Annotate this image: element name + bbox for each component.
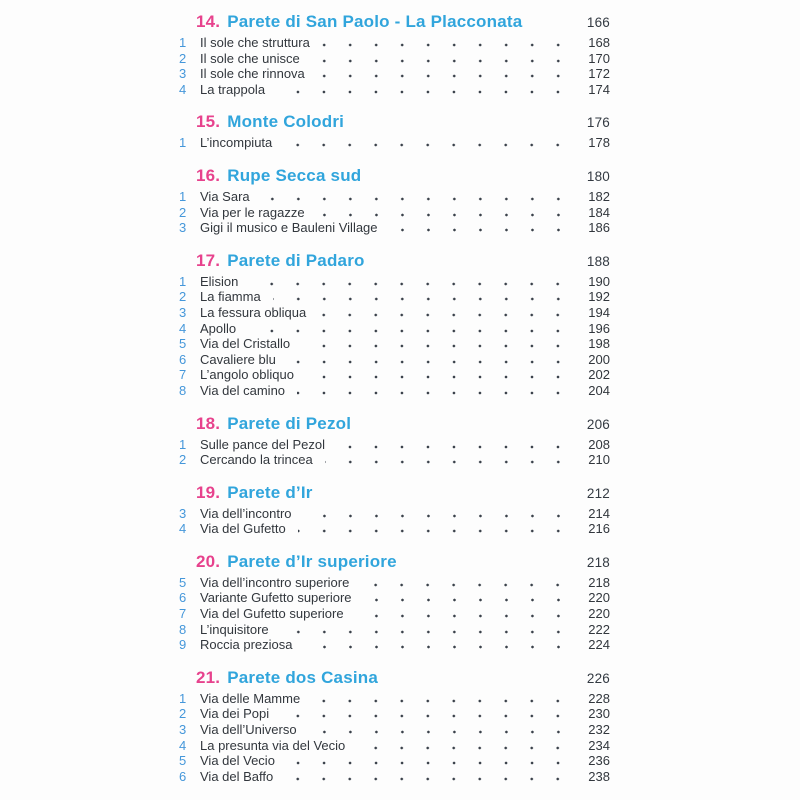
dot-leader — [361, 583, 571, 587]
item-page-number: 204 — [588, 382, 610, 398]
section-page-number: 218 — [586, 554, 610, 570]
item-number: 3 — [179, 505, 187, 521]
dot-leader — [285, 777, 571, 781]
item-number: 2 — [179, 452, 187, 468]
item-title: Cercando la trincea — [200, 452, 313, 468]
toc-section — [172, 550, 610, 653]
item-page-number: 200 — [588, 351, 610, 367]
item-title: Via dell’incontro — [200, 505, 292, 521]
section-number: 18. — [196, 413, 221, 433]
item-page-number: 220 — [588, 606, 610, 622]
item-page-number: 222 — [588, 621, 610, 637]
item-title: Il sole che rinnova — [200, 66, 305, 82]
item-title: Via del Baffo — [200, 768, 274, 784]
toc-section — [172, 412, 610, 468]
toc-section — [172, 110, 610, 151]
section-items — [172, 437, 610, 468]
item-page-number: 220 — [588, 590, 610, 606]
item-number: 3 — [179, 66, 187, 82]
toc-item-row — [172, 722, 610, 738]
section-items — [172, 506, 610, 537]
dot-leader — [287, 761, 571, 765]
item-title: Via del Gufetto — [200, 521, 286, 537]
item-title: L’angolo obliquo — [200, 367, 294, 383]
toc-item-row — [172, 622, 610, 638]
toc-item-row — [172, 66, 610, 82]
item-title: Via dei Popi — [200, 706, 270, 722]
item-page-number: 190 — [588, 273, 610, 289]
item-page-number: 196 — [588, 320, 610, 336]
item-page-number: 210 — [588, 452, 610, 468]
section-title: Monte Colodri — [227, 112, 345, 132]
item-number: 1 — [179, 690, 187, 706]
section-title: Parete di Padaro — [227, 250, 365, 270]
item-page-number: 230 — [588, 706, 610, 722]
dot-leader — [317, 74, 571, 78]
toc-item-row — [172, 606, 610, 622]
item-title: Via del Vecio — [200, 753, 275, 769]
item-number: 8 — [179, 382, 187, 398]
item-number: 2 — [179, 204, 187, 220]
toc-section — [172, 164, 610, 236]
section-items — [172, 575, 610, 653]
item-title: Via del camino — [200, 382, 286, 398]
toc-section — [172, 666, 610, 785]
toc-item-row — [172, 590, 610, 606]
section-title: Parete d’Ir — [227, 482, 313, 502]
toc-item-row — [172, 437, 610, 453]
toc-item-row — [172, 352, 610, 368]
section-number: 17. — [196, 250, 221, 270]
item-title: La fessura obliqua — [200, 304, 307, 320]
item-page-number: 186 — [588, 220, 610, 236]
section-title: Parete dos Casina — [227, 667, 379, 687]
item-page-number: 234 — [588, 737, 610, 753]
item-page-number: 218 — [588, 574, 610, 590]
item-page-number: 228 — [588, 690, 610, 706]
item-number: 3 — [179, 722, 187, 738]
item-title: Roccia preziosa — [200, 637, 293, 653]
dot-leader — [284, 143, 571, 147]
item-title: Via Sara — [200, 188, 250, 204]
section-number: 16. — [196, 165, 221, 185]
dot-leader — [281, 714, 571, 718]
item-number: 5 — [179, 336, 187, 352]
item-title: Il sole che unisce — [200, 50, 300, 66]
section-number: 15. — [196, 112, 221, 132]
toc-item-row — [172, 706, 610, 722]
dot-leader — [322, 43, 571, 47]
item-title: Apollo — [200, 320, 237, 336]
toc-item-row — [172, 506, 610, 522]
section-items — [172, 691, 610, 785]
section-title: Parete d’Ir superiore — [227, 551, 397, 571]
item-page-number: 182 — [588, 188, 610, 204]
section-number: 19. — [196, 482, 221, 502]
item-number: 2 — [179, 289, 187, 305]
toc-item-row — [172, 521, 610, 537]
item-number: 8 — [179, 621, 187, 637]
item-number: 4 — [179, 81, 187, 97]
toc-item-row — [172, 82, 610, 98]
item-title: Via del Cristallo — [200, 336, 291, 352]
dot-leader — [302, 344, 571, 348]
section-title: Parete di Pezol — [227, 413, 352, 433]
section-header-row — [172, 10, 610, 33]
item-page-number: 192 — [588, 289, 610, 305]
item-number: 2 — [179, 50, 187, 66]
dot-leader — [312, 699, 571, 703]
section-number: 21. — [196, 667, 221, 687]
item-title: L’inquisitore — [200, 621, 269, 637]
item-page-number: 214 — [588, 505, 610, 521]
dot-leader — [288, 360, 571, 364]
item-title: Sulle pance del Pezol — [200, 436, 326, 452]
section-header-row — [172, 110, 610, 133]
dot-leader — [305, 645, 572, 649]
item-page-number: 178 — [588, 135, 610, 151]
dot-leader — [318, 313, 571, 317]
dot-leader — [248, 329, 571, 333]
toc-item-row — [172, 135, 610, 151]
item-page-number: 238 — [588, 768, 610, 784]
item-number: 4 — [179, 737, 187, 753]
section-page-number: 166 — [586, 15, 610, 30]
item-page-number: 224 — [588, 637, 610, 653]
item-title: Via delle Mamme — [200, 690, 301, 706]
item-title: Via per le ragazze — [200, 204, 305, 220]
section-items — [172, 189, 610, 236]
dot-leader — [337, 445, 571, 449]
section-page-number: 206 — [586, 416, 610, 432]
item-title: Via dell’Universo — [200, 722, 297, 738]
section-header-row — [172, 481, 610, 504]
dot-leader — [390, 228, 571, 232]
section-header-row — [172, 164, 610, 187]
item-page-number: 168 — [588, 35, 610, 50]
item-number: 5 — [179, 753, 187, 769]
item-number: 7 — [179, 606, 187, 622]
item-number: 1 — [179, 188, 187, 204]
section-page-number: 212 — [586, 485, 610, 501]
toc-section — [172, 481, 610, 537]
item-number: 1 — [179, 135, 187, 151]
section-number: 20. — [196, 551, 221, 571]
item-page-number: 216 — [588, 521, 610, 537]
item-title: Elision — [200, 273, 239, 289]
section-items — [172, 274, 610, 399]
toc-item-row — [172, 220, 610, 236]
dot-leader — [262, 197, 571, 201]
toc-item-row — [172, 383, 610, 399]
item-number: 9 — [179, 637, 187, 653]
toc-section — [172, 10, 610, 97]
toc-item-row — [172, 189, 610, 205]
dot-leader — [304, 514, 571, 518]
dot-leader — [298, 529, 571, 533]
section-page-number: 180 — [586, 168, 610, 184]
section-page-number: 188 — [586, 253, 610, 269]
section-title: Rupe Secca sud — [227, 165, 362, 185]
toc-item-row — [172, 575, 610, 591]
item-title: La fiamma — [200, 289, 261, 305]
item-title: Variante Gufetto superiore — [200, 590, 352, 606]
item-number: 4 — [179, 320, 187, 336]
item-number: 6 — [179, 768, 187, 784]
item-page-number: 232 — [588, 722, 610, 738]
toc-item-row — [172, 274, 610, 290]
item-title: L’incompiuta — [200, 135, 273, 151]
item-number: 6 — [179, 590, 187, 606]
item-page-number: 184 — [588, 204, 610, 220]
section-items — [172, 135, 610, 151]
section-header-row — [172, 412, 610, 435]
dot-leader — [297, 391, 571, 395]
item-title: Cavaliere blu — [200, 351, 276, 367]
dot-leader — [306, 375, 571, 379]
toc-item-row — [172, 367, 610, 383]
item-page-number: 236 — [588, 753, 610, 769]
item-number: 3 — [179, 304, 187, 320]
toc-item-row — [172, 691, 610, 707]
item-number: 1 — [179, 35, 187, 50]
toc-item-row — [172, 51, 610, 67]
dot-leader — [312, 59, 571, 63]
item-page-number: 202 — [588, 367, 610, 383]
item-number: 1 — [179, 436, 187, 452]
dot-leader — [250, 282, 571, 286]
dot-leader — [277, 90, 571, 94]
toc-item-row — [172, 321, 610, 337]
item-number: 3 — [179, 220, 187, 236]
toc-item-row — [172, 738, 610, 754]
toc-item-row — [172, 452, 610, 468]
item-page-number: 208 — [588, 436, 610, 452]
dot-leader — [317, 213, 571, 217]
section-page-number: 176 — [586, 115, 610, 131]
item-page-number: 172 — [588, 66, 610, 82]
item-page-number: 194 — [588, 304, 610, 320]
section-page-number: 226 — [586, 670, 610, 686]
toc-item-row — [172, 305, 610, 321]
item-page-number: 198 — [588, 336, 610, 352]
dot-leader — [325, 460, 571, 464]
item-title: Il sole che struttura — [200, 35, 310, 50]
item-title: Via del Gufetto superiore — [200, 606, 344, 622]
toc-section — [172, 249, 610, 399]
item-title: La presunta via del Vecio — [200, 737, 346, 753]
table-of-contents — [172, 10, 610, 784]
item-number: 2 — [179, 706, 187, 722]
item-number: 4 — [179, 521, 187, 537]
toc-item-row — [172, 205, 610, 221]
dot-leader — [364, 598, 571, 602]
toc-item-row — [172, 753, 610, 769]
dot-leader — [273, 297, 571, 301]
toc-item-row — [172, 336, 610, 352]
toc-item-row — [172, 35, 610, 51]
item-page-number: 170 — [588, 50, 610, 66]
toc-item-row — [172, 637, 610, 653]
dot-leader — [357, 746, 571, 750]
section-number: 14. — [196, 12, 221, 31]
item-title: Via dell’incontro superiore — [200, 574, 350, 590]
item-number: 7 — [179, 367, 187, 383]
dot-leader — [281, 630, 571, 634]
section-header-row — [172, 249, 610, 272]
toc-item-row — [172, 769, 610, 785]
item-number: 5 — [179, 574, 187, 590]
toc-item-row — [172, 289, 610, 305]
item-title: Gigi il musico e Bauleni Village — [200, 220, 378, 236]
dot-leader — [309, 730, 571, 734]
section-header-row — [172, 666, 610, 689]
section-title: Parete di San Paolo - La Placconata — [227, 12, 523, 31]
item-number: 6 — [179, 351, 187, 367]
item-number: 1 — [179, 273, 187, 289]
section-header-row — [172, 550, 610, 573]
section-items — [172, 35, 610, 97]
item-title: La trappola — [200, 81, 266, 97]
item-page-number: 174 — [588, 81, 610, 97]
dot-leader — [356, 614, 571, 618]
